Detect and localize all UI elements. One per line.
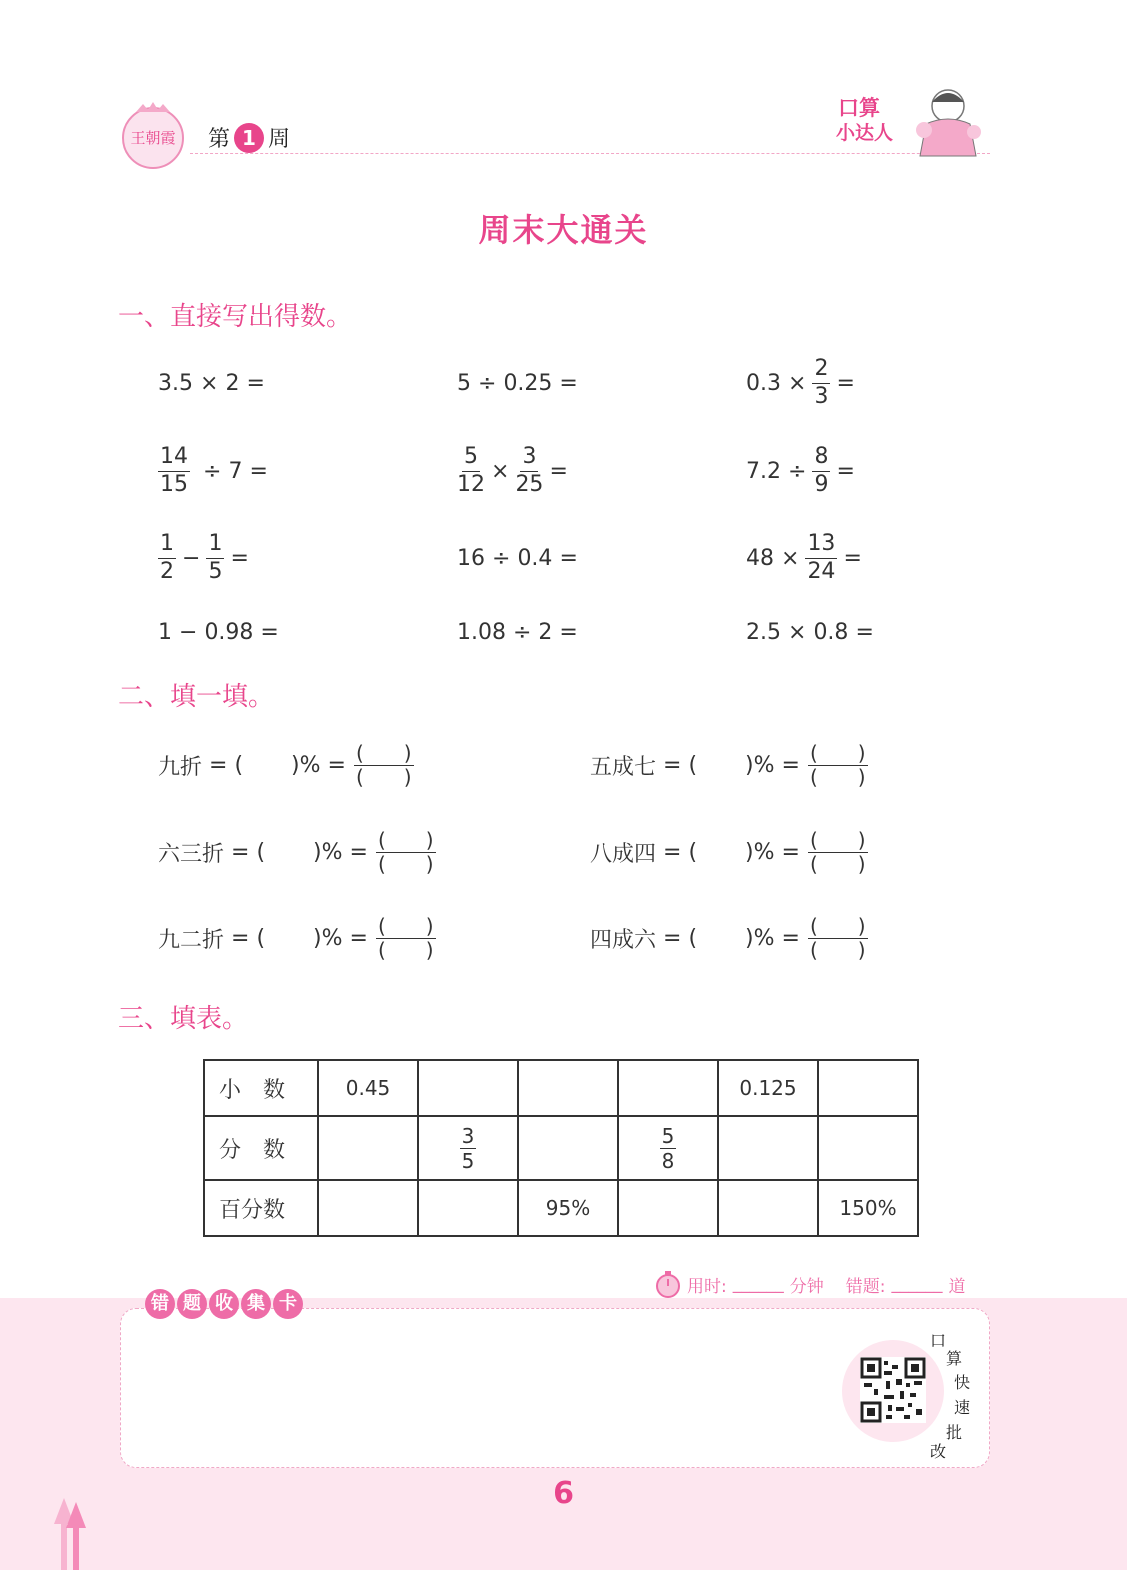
calc-item: 1 − 0.98 = [158, 619, 279, 645]
brand-line2: 小达人 [836, 122, 894, 144]
page-title: 周末大通关 [478, 211, 649, 249]
arrow-decoration-icon [52, 1498, 92, 1570]
table-cell[interactable] [818, 1060, 918, 1116]
calc-item: 7.2 ÷ $\frac{8}{9}$ = [746, 444, 855, 497]
brand-logo [832, 84, 996, 166]
stopwatch-icon [655, 1270, 681, 1298]
calc-item: 16 ÷ 0.4 = [457, 545, 578, 571]
table-cell[interactable] [818, 1116, 918, 1180]
minutes-label: 分钟 [789, 1276, 824, 1297]
calc-item: $\frac{5}{12}$ × $\frac{3}{25}$ = [457, 444, 568, 497]
error-card-title: 错 题 收 集 卡 [145, 1289, 303, 1319]
section3-heading: 三、填表。 [118, 1004, 249, 1034]
conversion-table [203, 1059, 919, 1237]
week-suffix: 周 [268, 127, 291, 152]
week-prefix: 第 [208, 127, 231, 152]
table-cell[interactable] [418, 1060, 518, 1116]
table-row [204, 1060, 918, 1116]
section2-heading: 二、填一填。 [118, 682, 275, 712]
row-header: 百分数 [204, 1180, 318, 1236]
section1-heading: 一、直接写出得数。 [118, 302, 353, 332]
table-cell[interactable] [618, 1060, 718, 1116]
table-cell[interactable] [718, 1180, 818, 1236]
fill-item: 八成四 = ( )% = ( ) ( ) [590, 827, 866, 876]
table-row [204, 1116, 918, 1180]
table-cell[interactable] [718, 1116, 818, 1180]
fill-item: 九二折 = ( )% = ( ) ( ) [158, 913, 434, 962]
week-indicator [208, 122, 290, 153]
week-number: 1 [234, 123, 264, 153]
time-blank[interactable]: ______ [732, 1274, 784, 1294]
table-cell[interactable] [518, 1116, 618, 1180]
time-label: 用时: [687, 1276, 727, 1297]
calc-item: 1.08 ÷ 2 = [457, 619, 578, 645]
qr-code-icon[interactable] [860, 1357, 926, 1423]
table-cell[interactable] [518, 1060, 618, 1116]
time-errors-record [655, 1270, 965, 1298]
table-cell: 0.45 [318, 1060, 418, 1116]
logo-badge [116, 100, 190, 170]
fill-item: 五成七 = ( )% = ( ) ( ) [590, 740, 866, 789]
table-cell: $\frac{5}{8}$ [618, 1116, 718, 1180]
table-cell[interactable] [418, 1180, 518, 1236]
calc-item: 2.5 × 0.8 = [746, 619, 874, 645]
qr-caption-char: 口 [930, 1331, 947, 1350]
table-cell[interactable] [618, 1180, 718, 1236]
table-cell: 0.125 [718, 1060, 818, 1116]
table-cell: $\frac{3}{5}$ [418, 1116, 518, 1180]
calc-item: $\frac{14}{15}$ ÷ 7 = [160, 444, 268, 497]
row-header: 分 数 [204, 1116, 318, 1180]
qr-caption-char: 改 [930, 1442, 947, 1461]
page-number: 6 [553, 1476, 574, 1511]
qr-caption-char: 速 [954, 1398, 971, 1417]
qr-caption-char: 批 [946, 1423, 963, 1442]
calc-item: 3.5 × 2 = [158, 370, 265, 396]
qr-caption-char: 快 [954, 1373, 971, 1392]
fill-item: 四成六 = ( )% = ( ) ( ) [590, 913, 866, 962]
logo-text: 王朝霞 [130, 129, 176, 147]
table-row [204, 1180, 918, 1236]
errors-label: 错题: [845, 1276, 886, 1297]
table-cell: 95% [518, 1180, 618, 1236]
qr-caption-char: 算 [946, 1349, 963, 1368]
calc-item: 5 ÷ 0.25 = [457, 370, 578, 396]
fill-item: 九折 = ( )% = ( ) ( ) [158, 740, 412, 789]
table-cell: 150% [818, 1180, 918, 1236]
row-header: 小 数 [204, 1060, 318, 1116]
table-cell[interactable] [318, 1116, 418, 1180]
fill-item: 六三折 = ( )% = ( ) ( ) [158, 827, 434, 876]
questions-label: 道 [948, 1276, 966, 1297]
errors-blank[interactable]: ______ [891, 1274, 943, 1294]
table-cell[interactable] [318, 1180, 418, 1236]
cartoon-girl-icon [904, 84, 996, 166]
brand-line1: 口算 [838, 96, 880, 120]
calc-item: $\frac{1}{2}$ − $\frac{1}{5}$ = [160, 531, 249, 584]
calc-item: 48 × $\frac{13}{24}$ = [746, 531, 862, 584]
calc-item: 0.3 × $\frac{2}{3}$ = [746, 356, 855, 409]
